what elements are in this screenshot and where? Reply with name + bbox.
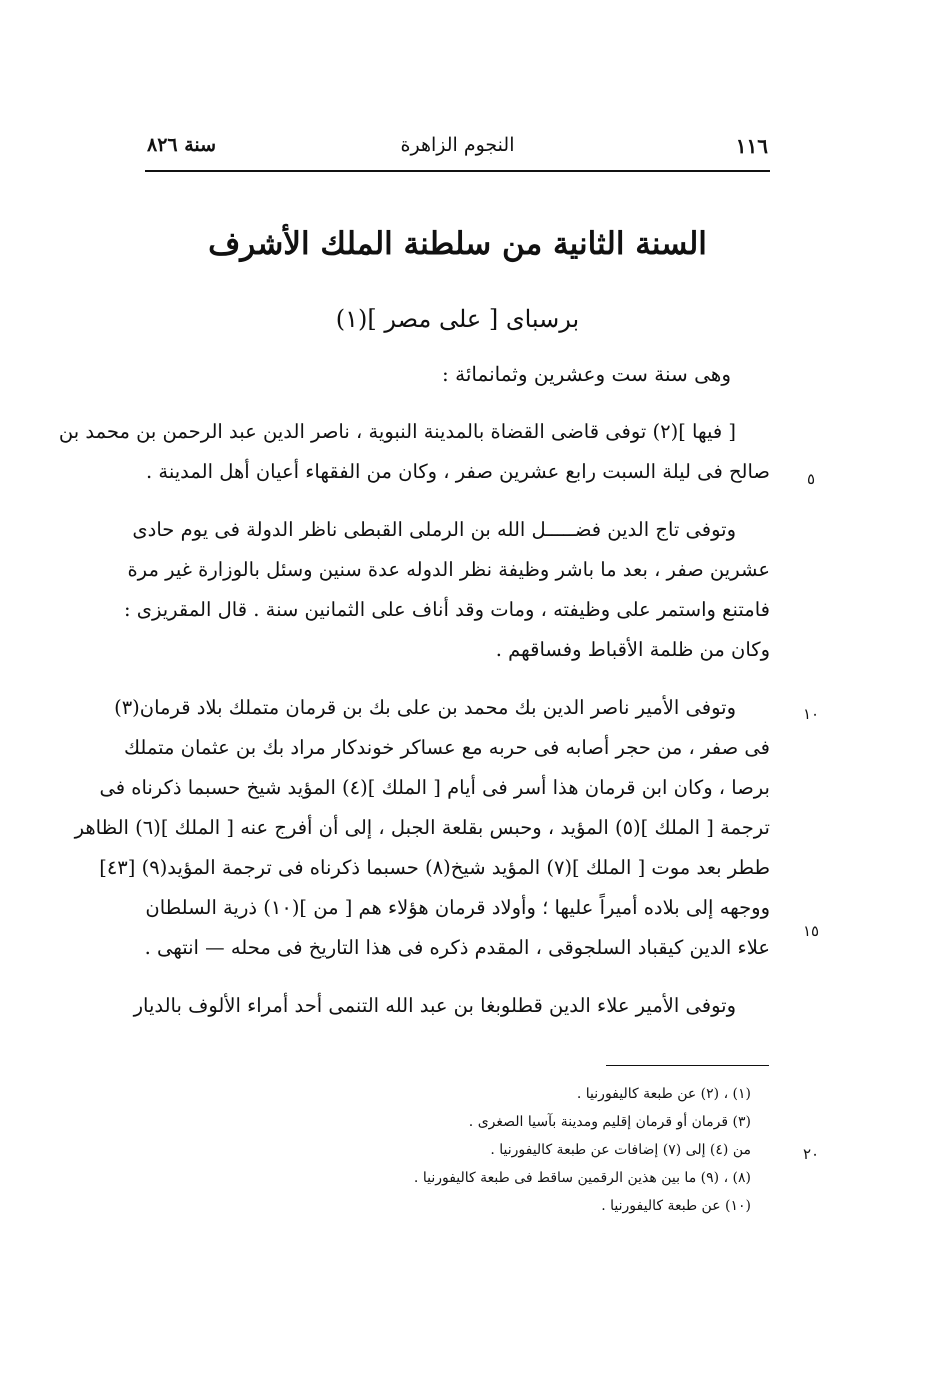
paragraph-line: ترجمة [ الملك ](٥) المؤيد ، وحبس بقلعة الجبل ، إلى أن أفرج عنه [ الملك ](٦) الظاهر bbox=[74, 816, 770, 839]
header-rule bbox=[145, 170, 770, 172]
section-title: السنة الثانية من سلطنة الملك الأشرف bbox=[208, 226, 707, 262]
page-number: ١١٦ bbox=[735, 134, 768, 158]
paragraph-line: فى صفر ، من حجر أصابه فى حربه مع عساكر خوندكار مراد بك بن عثمان متملك bbox=[123, 736, 770, 759]
margin-line-number: ١٠ bbox=[802, 705, 820, 723]
year-intro: وهى سنة ست وعشرين وثمانمائة : bbox=[442, 362, 731, 386]
paragraph-line: وتوفى الأمير ناصر الدين بك محمد بن على بك بن قرمان متملك بلاد قرمان(٣) bbox=[114, 696, 736, 719]
paragraph-line: صالح فى ليلة السبت رابع عشرين صفر ، وكان من الفقهاء أعيان أهل المدينة . bbox=[145, 460, 770, 483]
footnotes bbox=[414, 1080, 751, 1220]
footnote: من (٤) إلى (٧) إضافات عن طبعة كاليفورنيا . bbox=[490, 1142, 751, 1158]
paragraph bbox=[74, 688, 770, 968]
footnote: (١) ، (٢) عن طبعة كاليفورنيا . bbox=[576, 1086, 751, 1102]
paragraph-line: وتوفى الأمير علاء الدين قطلوبغا بن عبد الله التنمى أحد أمراء الألوف بالديار bbox=[133, 994, 736, 1017]
footnote-rule bbox=[606, 1065, 769, 1066]
running-title: النجوم الزاهرة bbox=[400, 134, 515, 156]
running-header bbox=[145, 130, 770, 166]
footnote: (١٠) عن طبعة كاليفورنيا . bbox=[601, 1198, 751, 1214]
paragraph-line: وتوفى تاج الدين فضـــــل الله بن الرملى القبطى ناظر الدولة فى يوم حادى bbox=[132, 518, 736, 541]
paragraph-line: فامتنع واستمر على وظيفته ، ومات وقد أناف على الثمانين سنة . قال المقريزى : bbox=[123, 598, 770, 621]
paragraph bbox=[58, 412, 770, 492]
paragraph bbox=[133, 986, 770, 1026]
paragraph-line: برصا ، وكان ابن قرمان هذا أسر فى أيام [ الملك ](٤) المؤيد شيخ حسبما ذكرناه فى bbox=[99, 776, 770, 799]
footnote: (٨) ، (٩) ما بين هذين الرقمين ساقط فى طبعة كاليفورنيا . bbox=[413, 1170, 751, 1186]
paragraph-line: عشرين صفر ، بعد ما باشر وظيفة نظر الدوله عدة سنين وسئل بالوزارة غير مرة bbox=[127, 558, 770, 581]
header-year: سنة ٨٢٦ bbox=[147, 134, 217, 156]
paragraph-line: وكان من ظلمة الأقباط وفساقهم . bbox=[495, 638, 770, 661]
section-subtitle: برسباى [ على مصر ](١) bbox=[335, 305, 580, 333]
paragraph bbox=[123, 510, 770, 670]
paragraph-line: [ فيها ](٢) توفى قاضى القضاة بالمدينة النبوية ، ناصر الدين عبد الرحمن بن محمد بن bbox=[58, 420, 736, 443]
paragraph-line: علاء الدين كيقباد السلجوقى ، المقدم ذكره فى هذا التاريخ فى محله — انتهى . bbox=[144, 936, 770, 959]
paragraph-line: ططر بعد موت [ الملك ](٧) المؤيد شيخ(٨) حسبما ذكرناه فى ترجمة المؤيد(٩) [٤٣] bbox=[99, 856, 770, 879]
margin-line-number: ٢٠ bbox=[802, 1145, 820, 1163]
paragraph-line: ووجهه إلى بلاده أميراً عليها ؛ وأولاد قرمان هؤلاء هم [ من ](١٠) ذرية السلطان bbox=[145, 896, 770, 919]
footnote: (٣) قرمان أو قرمان إقليم ومدينة بآسيا الصغرى . bbox=[468, 1114, 751, 1130]
margin-line-number: ٥ bbox=[806, 470, 816, 488]
margin-line-number: ١٥ bbox=[802, 922, 820, 940]
